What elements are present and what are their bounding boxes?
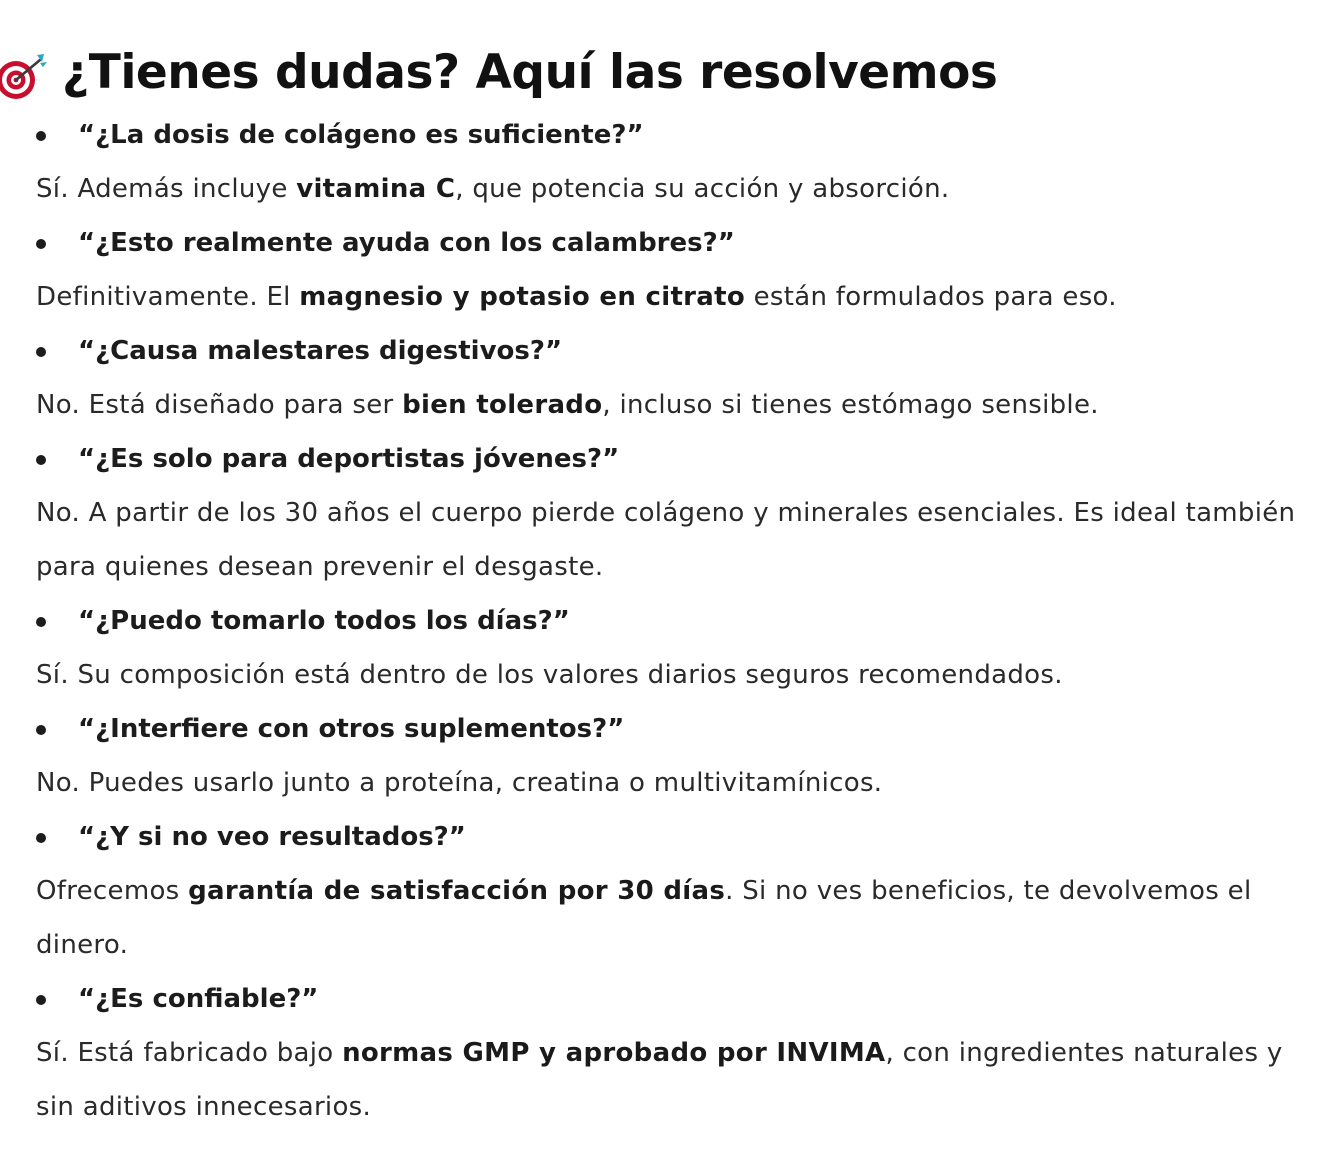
- faq-answer: No. Está diseñado para ser bien tolerado, incluso si tienes estómago sensible.: [36, 390, 1099, 420]
- faq-list: [36, 108, 1306, 1134]
- faq-question: “¿Es solo para deportistas jóvenes?”: [36, 432, 1306, 486]
- faq-question: “¿Y si no veo resultados?”: [36, 810, 1306, 864]
- faq-answer: Sí. Su composición está dentro de los valores diarios seguros recomendados.: [36, 660, 1063, 690]
- dart-target-icon: [0, 50, 50, 102]
- faq-answer: No. A partir de los 30 años el cuerpo pierde colágeno y minerales esenciales. Es ideal también para quienes desean prevenir el desgaste.: [36, 498, 1296, 582]
- faq-question: “¿Esto realmente ayuda con los calambres?”: [36, 216, 1306, 270]
- faq-question: “¿La dosis de colágeno es suficiente?”: [36, 108, 1306, 162]
- faq-question: “¿Interfiere con otros suplementos?”: [36, 702, 1306, 756]
- faq-answer: No. Puedes usarlo junto a proteína, creatina o multivitamínicos.: [36, 768, 883, 798]
- faq-question: “¿Es confiable?”: [36, 972, 1306, 1026]
- faq-question: “¿Puedo tomarlo todos los días?”: [36, 594, 1306, 648]
- faq-question: “¿Causa malestares digestivos?”: [36, 324, 1306, 378]
- faq-answer: Definitivamente. El magnesio y potasio en citrato están formulados para eso.: [36, 282, 1117, 312]
- faq-title: ¿Tienes dudas? Aquí las resolvemos: [62, 45, 998, 100]
- faq-answer: Sí. Además incluye vitamina C, que potencia su acción y absorción.: [36, 174, 950, 204]
- faq-answer: Sí. Está fabricado bajo normas GMP y aprobado por INVIMA, con ingredientes naturales y sin aditivos innecesarios.: [36, 1038, 1283, 1122]
- faq-answer: Ofrecemos garantía de satisfacción por 30 días. Si no ves beneficios, te devolvemos el dinero.: [36, 876, 1252, 960]
